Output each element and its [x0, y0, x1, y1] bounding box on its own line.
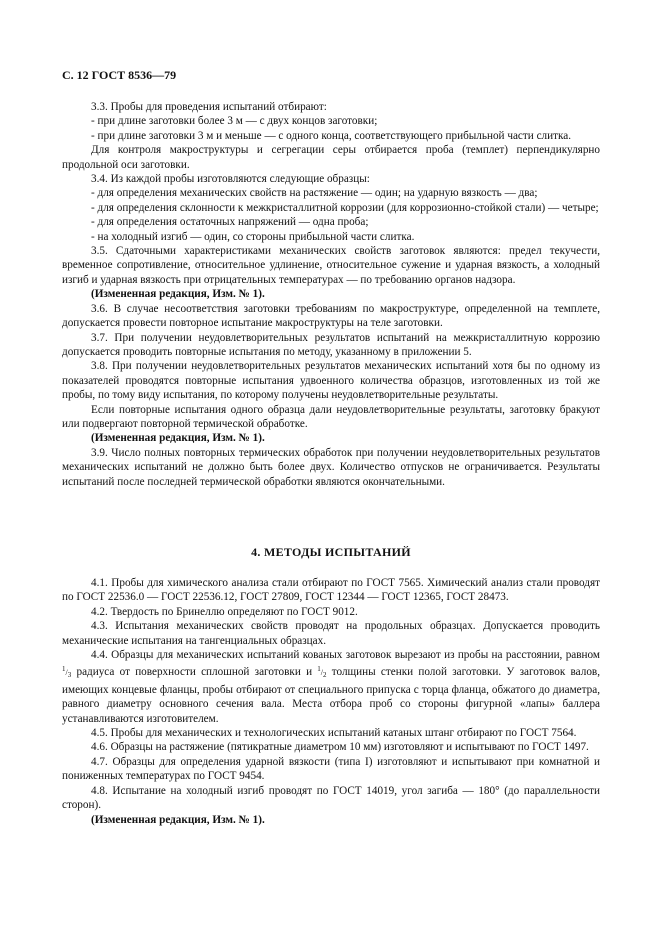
page-header: С. 12 ГОСТ 8536—79	[62, 68, 177, 82]
clause-4-2: 4.2. Твердость по Бринеллю определяют по ГОСТ 9012.	[91, 605, 358, 618]
section-4-title: 4. МЕТОДЫ ИСПЫТАНИЙ	[251, 545, 411, 559]
clause-3-9: 3.9. Число полных повторных термических обработок при получении неудовлетворительных результатов механических испытаний не должно быть более двух. Количество отпусков не ограничивается. Результаты испытаний после последней термической обработки являются окончательными.	[62, 446, 600, 488]
clause-4-4-text-a: 4.4. Образцы для механических испытаний кованых заготовок вырезают из пробы на расстоянии, равном	[91, 649, 600, 662]
clause-4-4-text-b: радиуса от поверхности сплошной заготовки и	[71, 666, 318, 679]
amendment-note: (Измененная редакция, Изм. № 1).	[91, 432, 265, 445]
clause-3-3-item-b: - при длине заготовки 3 м и меньше — с одного конца, соответствующего прибыльной части слитка.	[91, 129, 572, 142]
clause-3-7: 3.7. При получении неудовлетворительных результатов испытаний на межкристаллитную коррозию допускается проводить повторные испытания по методу, указанному в приложении 5.	[62, 331, 600, 358]
fraction-one-half: $^1/_2$	[317, 665, 327, 680]
clause-3-3-item-a: - при длине заготовки более 3 м — с двух концов заготовки;	[91, 115, 378, 128]
clause-3-4-item-c: - для определения остаточных напряжений — одна проба;	[91, 216, 369, 229]
clause-3-8: 3.8. При получении неудовлетворительных результатов механических испытаний хотя бы по одному из показателей проводятся повторные испытания удвоенного количества образцов, изготовленных из той же пробы, по тому виду испытания, по которому получены неудовлетворительные результаты.	[62, 360, 600, 402]
clause-4-8: 4.8. Испытание на холодный изгиб проводят по ГОСТ 14019, угол загиба — 180° (до параллельности сторон).	[62, 784, 600, 812]
clause-3-3-para: Для контроля макроструктуры и сегрегации серы отбирается проба (темплет) перпендикулярно продольной оси заготовки.	[62, 144, 600, 171]
fraction-denominator: 3	[67, 671, 72, 680]
amendment-note: (Измененная редакция, Изм. № 1).	[91, 813, 265, 826]
clause-4-4	[62, 648, 600, 726]
fraction-numerator: 1	[317, 665, 321, 674]
fraction-denominator: 2	[323, 671, 327, 680]
section-3-body	[62, 100, 600, 489]
fraction-numerator: 1	[62, 665, 66, 674]
clause-3-4-item-b: - для определения склонности к межкристаллитной коррозии (для коррозионно-стойкой стали) — четыре;	[91, 201, 599, 214]
clause-3-3: 3.3. Пробы для проведения испытаний отбирают:	[91, 101, 327, 113]
clause-4-3: 4.3. Испытания механических свойств проводят на продольных образцах. Допускается проводить механические испытания на тангенциальных образцах.	[62, 620, 600, 647]
clause-3-4-item-d: - на холодный изгиб — один, со стороны прибыльной части слитка.	[91, 230, 415, 243]
clause-4-1: 4.1. Пробы для химического анализа стали отбирают по ГОСТ 7565. Химический анализ стали проводят по ГОСТ 22536.0 — ГОСТ 22536.12, ГОСТ 27809, ГОСТ 12344 — ГОСТ 12365, ГОСТ 28473.	[62, 577, 600, 604]
clause-3-8-para: Если повторные испытания одного образца дали неудовлетворительные результаты, заготовку бракуют или подвергают повторной термической обработке.	[62, 403, 600, 430]
fraction-one-third: $^1/_3$	[62, 665, 72, 680]
section-4-heading-block	[62, 545, 600, 559]
amendment-note: (Измененная редакция, Изм. № 1).	[91, 288, 265, 301]
clause-3-4-item-a: - для определения механических свойств на растяжение — один; на ударную вязкость — два;	[91, 187, 538, 200]
clause-4-4-text-c: толщины стенки полой заготовки. У заготовок валов, имеющих концевые фланцы, пробы отбирают от специального припуска с торца фланца, обжатого до диаметра, равного диаметру основного сечения вала. Места отбора проб со стороны фигурной «лапы» баллера устанавливаются изготовителем.	[62, 666, 600, 725]
clause-3-4: 3.4. Из каждой пробы изготовляются следующие образцы:	[91, 173, 370, 186]
clause-4-5: 4.5. Пробы для механических и технологических испытаний катаных штанг отбирают по ГОСТ 7564.	[91, 727, 577, 740]
clause-3-6: 3.6. В случае несоответствия заготовки требованиям по макроструктуре, определенной на темплете, допускается провести повторное испытание макроструктуры на теле заготовки.	[62, 302, 600, 330]
section-4-body	[62, 576, 600, 827]
clause-4-7: 4.7. Образцы для определения ударной вязкости (типа I) изготовляют и испытывают при комнатной и пониженных температурах по ГОСТ 9454.	[62, 755, 600, 783]
clause-3-5: 3.5. Сдаточными характеристиками механических свойств заготовок являются: предел текучести, временное сопротивление, относительное удлинение, относительное сужение и ударная вязкость, а холодный изгиб и ударная вязкость при отрицательных температурах — по требованию органов надзора.	[62, 245, 600, 286]
clause-4-6: 4.6. Образцы на растяжение (пятикратные диаметром 10 мм) изготовляют и испытывают по ГОСТ 1497.	[91, 741, 589, 754]
